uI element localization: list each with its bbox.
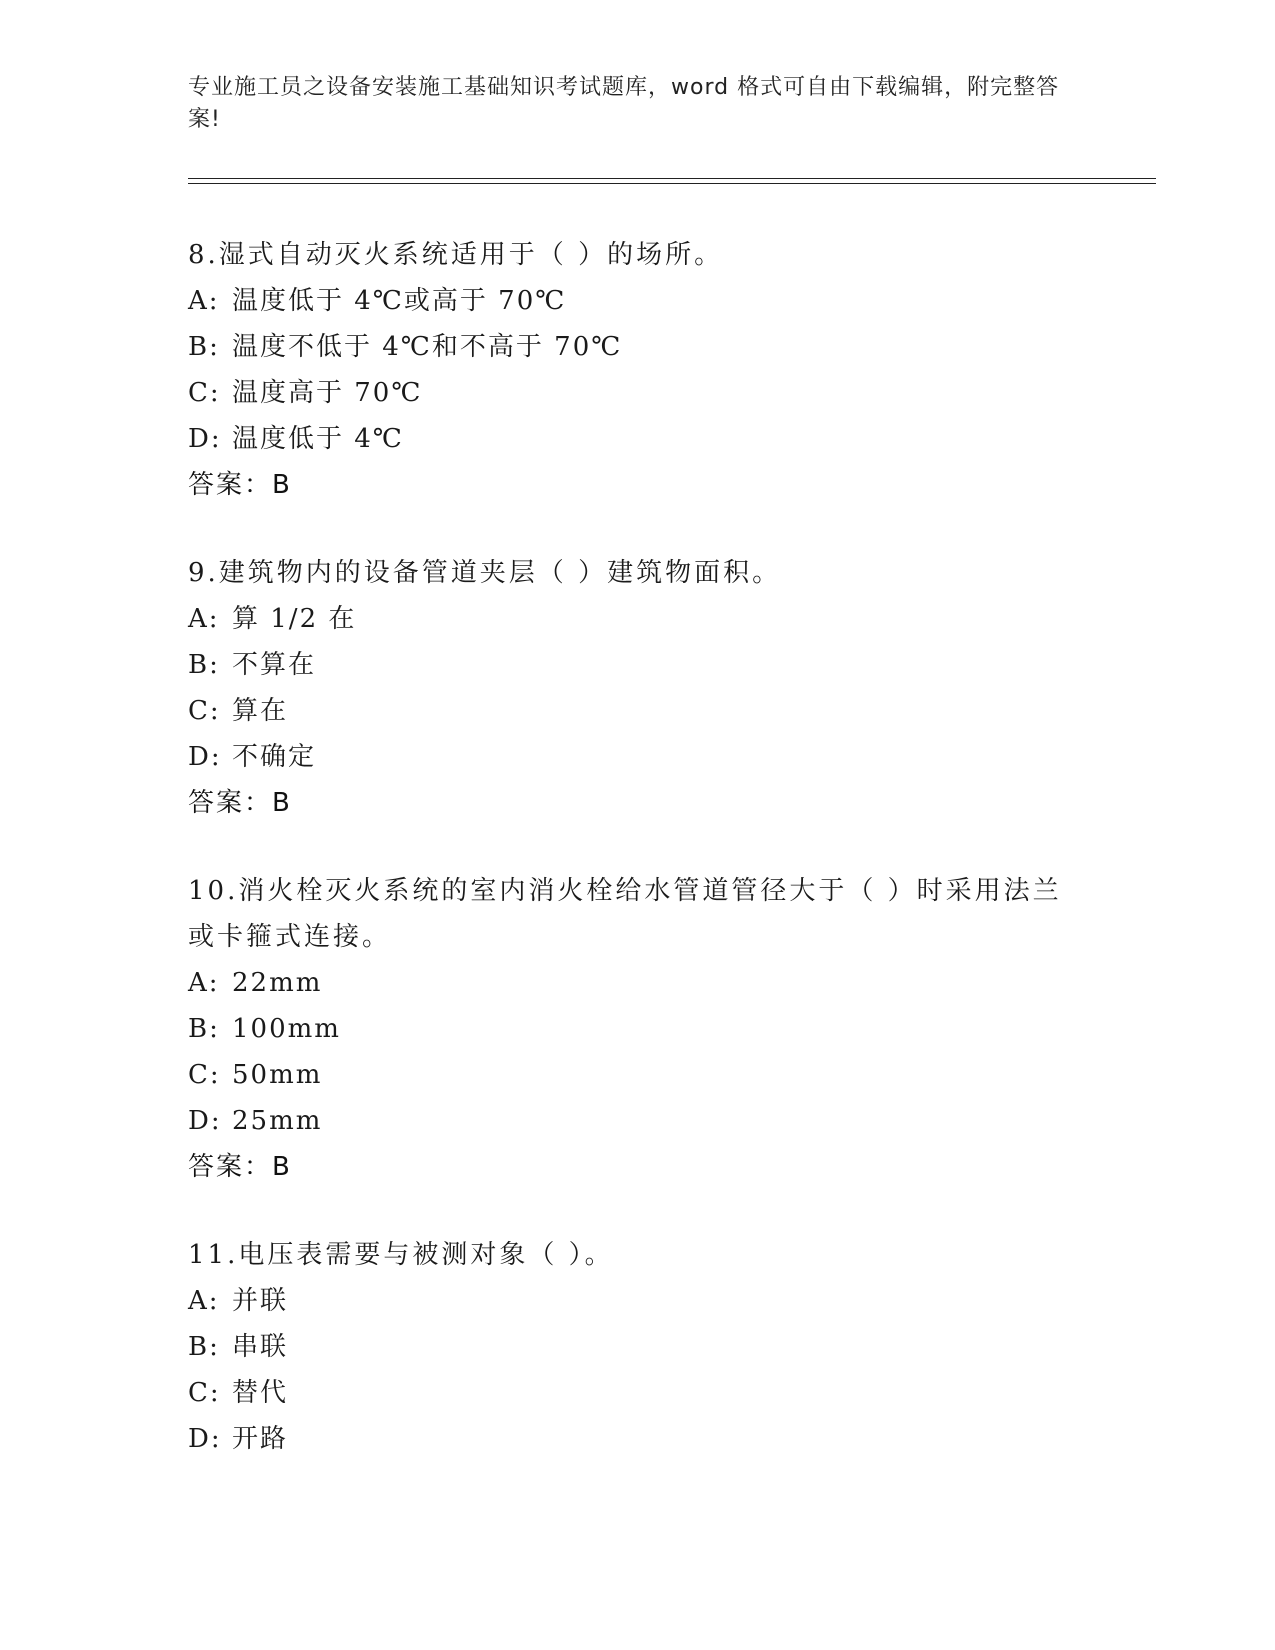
option-text: 温度低于 4℃ [232, 424, 404, 454]
option-c [188, 1370, 1088, 1416]
option-d [188, 734, 1088, 780]
option-text: 不算在 [232, 650, 317, 680]
header-divider-bottom [188, 183, 1156, 184]
option-c [188, 370, 1088, 416]
option-text: 开路 [232, 1424, 289, 1454]
option-text: 温度低于 4℃或高于 70℃ [232, 286, 567, 316]
question-11 [188, 1232, 1088, 1462]
option-key: C: [188, 1378, 221, 1408]
option-a [188, 960, 1088, 1006]
header-divider-top [188, 178, 1156, 179]
option-c [188, 1052, 1088, 1098]
document-header: 专业施工员之设备安装施工基础知识考试题库，word 格式可自由下载编辑，附完整答案! [188, 75, 1060, 132]
option-a [188, 278, 1088, 324]
option-key: B: [188, 1014, 220, 1044]
option-key: D: [188, 424, 222, 454]
option-b [188, 324, 1088, 370]
question-10 [188, 868, 1088, 1190]
option-d [188, 416, 1088, 462]
option-key: A: [188, 1286, 220, 1316]
option-b [188, 1006, 1088, 1052]
option-key: D: [188, 742, 222, 772]
question-stem: 10.消火栓灭火系统的室内消火栓给水管道管径大于（ ）时采用法兰或卡箍式连接。 [188, 876, 1062, 952]
question-stem: 8.湿式自动灭火系统适用于（ ）的场所。 [188, 240, 724, 270]
question-stem: 11.电压表需要与被测对象（ ）。 [188, 1240, 614, 1270]
option-a [188, 596, 1088, 642]
option-key: A: [188, 286, 220, 316]
option-key: A: [188, 968, 220, 998]
option-key: B: [188, 332, 220, 362]
option-d [188, 1098, 1088, 1144]
option-text: 并联 [232, 1286, 289, 1316]
option-text: 25mm [232, 1106, 323, 1136]
option-text: 替代 [232, 1378, 289, 1408]
option-key: C: [188, 696, 221, 726]
option-key: D: [188, 1106, 222, 1136]
answer: 答案：B [188, 1152, 292, 1182]
option-text: 算 1/2 在 [232, 604, 357, 634]
question-9 [188, 550, 1088, 826]
option-d [188, 1416, 1088, 1462]
option-text: 50mm [232, 1060, 323, 1090]
answer: 答案：B [188, 788, 292, 818]
option-key: B: [188, 1332, 220, 1362]
option-text: 22mm [232, 968, 323, 998]
option-key: C: [188, 378, 221, 408]
option-text: 串联 [232, 1332, 289, 1362]
option-c [188, 688, 1088, 734]
option-text: 温度不低于 4℃和不高于 70℃ [232, 332, 623, 362]
option-b [188, 642, 1088, 688]
option-text: 100mm [232, 1014, 341, 1044]
answer: 答案：B [188, 470, 292, 500]
option-key: D: [188, 1424, 222, 1454]
option-key: B: [188, 650, 220, 680]
option-a [188, 1278, 1088, 1324]
question-8 [188, 232, 1088, 508]
option-text: 算在 [232, 696, 289, 726]
question-stem: 9.建筑物内的设备管道夹层（ ）建筑物面积。 [188, 558, 782, 588]
option-b [188, 1324, 1088, 1370]
option-key: C: [188, 1060, 221, 1090]
option-text: 不确定 [232, 742, 317, 772]
option-key: A: [188, 604, 220, 634]
option-text: 温度高于 70℃ [232, 378, 423, 408]
